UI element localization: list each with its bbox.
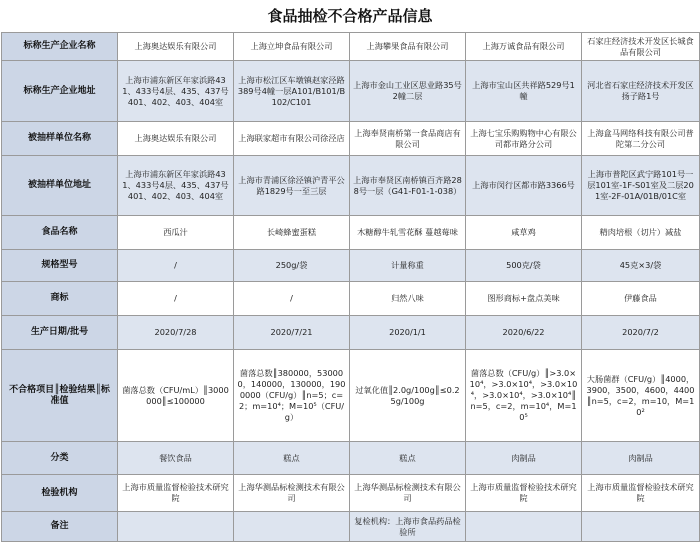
- table-cell: 菌落总数（CFU/g）║>3.0×10⁴，>3.0×10⁴，>3.0×10⁴，>3.0×10⁴，>3.0×10⁴║n=5，c=2，m=10⁴，M=10⁵: [466, 350, 582, 442]
- row-label: 检验机构: [2, 475, 118, 512]
- table-cell: 长崎蜂蜜蛋糕: [234, 216, 350, 250]
- table-cell: [582, 512, 700, 542]
- table-cell: 菌落总数（CFU/mL）║3000000║≤100000: [118, 350, 234, 442]
- table-cell: 上海市质量监督检验技术研究院: [466, 475, 582, 512]
- table-cell: 2020/7/21: [234, 316, 350, 350]
- table-cell: 2020/1/1: [350, 316, 466, 350]
- table-cell: 上海华测品标检测技术有限公司: [350, 475, 466, 512]
- table-cell: 糕点: [350, 442, 466, 475]
- table-cell: 计量称重: [350, 250, 466, 282]
- table-cell: 上海奥达娱乐有限公司: [118, 33, 234, 61]
- table-cell: 木糖醇牛轧雪花酥 蔓越莓味: [350, 216, 466, 250]
- table-cell: 上海奉贤南桥第一食品商店有限公司: [350, 122, 466, 156]
- table-cell: 西瓜汁: [118, 216, 234, 250]
- row-label: 不合格项目║检验结果║标准值: [2, 350, 118, 442]
- table-cell: 肉制品: [582, 442, 700, 475]
- table-cell: 上海市松江区车墩镇赵家泾路389号4幢一层A101/B101/B102/C101: [234, 61, 350, 122]
- row-sampled-unit: [2, 122, 700, 156]
- row-label: 被抽样单位地址: [2, 156, 118, 216]
- table-cell: 上海市闵行区都市路3366号: [466, 156, 582, 216]
- table-cell: 2020/7/2: [582, 316, 700, 350]
- table-cell: 45克×3/袋: [582, 250, 700, 282]
- table-cell: 咸草鸡: [466, 216, 582, 250]
- row-label: 标称生产企业名称: [2, 33, 118, 61]
- row-manufacturer-name: [2, 33, 700, 61]
- table-cell: 图形商标+盘点美味: [466, 282, 582, 316]
- table-cell: 上海市浦东新区年家浜路431、433号4层、435、437号401、402、403、404室: [118, 156, 234, 216]
- table-cell: 上海市青浦区徐泾镇沪青平公路1829号一至三层: [234, 156, 350, 216]
- table-cell: 上海立坤食品有限公司: [234, 33, 350, 61]
- table-cell: 2020/7/28: [118, 316, 234, 350]
- table-cell: 上海万诚食品有限公司: [466, 33, 582, 61]
- table-cell: /: [234, 282, 350, 316]
- row-label: 被抽样单位名称: [2, 122, 118, 156]
- table-cell: 过氧化值║2.0g/100g║≤0.25g/100g: [350, 350, 466, 442]
- row-category: [2, 442, 700, 475]
- row-brand: [2, 282, 700, 316]
- table-cell: 菌落总数║380000，530000，140000，130000，1900000（CFU/g）║n=5；c=2；m=10⁴；M=10⁵（CFU/g）: [234, 350, 350, 442]
- table-cell: 上海市浦东新区年家浜路431、433号4层、435、437号401、402、403、404室: [118, 61, 234, 122]
- row-label: 食品名称: [2, 216, 118, 250]
- table-cell: 上海市质量监督检验技术研究院: [582, 475, 700, 512]
- row-label: 标称生产企业地址: [2, 61, 118, 122]
- table-cell: 上海市金山工业区思业路35号2幢二层: [350, 61, 466, 122]
- row-label: 规格型号: [2, 250, 118, 282]
- table-cell: 250g/袋: [234, 250, 350, 282]
- page-title: 食品抽检不合格产品信息: [267, 7, 433, 25]
- table-cell: 餐饮食品: [118, 442, 234, 475]
- row-sampled-address: [2, 156, 700, 216]
- table-cell: /: [118, 250, 234, 282]
- table-cell: 上海盒马网络科技有限公司普陀第二分公司: [582, 122, 700, 156]
- row-manufacturer-address: [2, 61, 700, 122]
- table-cell: 石家庄经济技术开发区长城食品有限公司: [582, 33, 700, 61]
- table-cell: 归然八味: [350, 282, 466, 316]
- row-remark: [2, 512, 700, 542]
- table-cell: 2020/6/22: [466, 316, 582, 350]
- row-label: 分类: [2, 442, 118, 475]
- row-label: 商标: [2, 282, 118, 316]
- table-cell: 肉制品: [466, 442, 582, 475]
- table-cell: [118, 512, 234, 542]
- table-cell: 上海市宝山区共祥路529号1幢: [466, 61, 582, 122]
- table-cell: 伊藤食品: [582, 282, 700, 316]
- table-cell: 上海奥达娱乐有限公司: [118, 122, 234, 156]
- table-cell: /: [118, 282, 234, 316]
- row-label: 生产日期/批号: [2, 316, 118, 350]
- table-cell: 500克/袋: [466, 250, 582, 282]
- table-cell: 上海攀果食品有限公司: [350, 33, 466, 61]
- table-cell: 上海华测品标检测技术有限公司: [234, 475, 350, 512]
- table-cell: 复检机构：上海市食品药品检验所: [350, 512, 466, 542]
- table-cell: 精肉培根（切片）减盐: [582, 216, 700, 250]
- nonconforming-products-table: [1, 32, 700, 542]
- table-cell: 上海市质量监督检验技术研究院: [118, 475, 234, 512]
- row-production-date: [2, 316, 700, 350]
- table-cell: 河北省石家庄经济技术开发区扬子路1号: [582, 61, 700, 122]
- table-cell: 上海市普陀区武宁路101号一层101室-1F-S01室及二层201室-2F-01A/01B/01C室: [582, 156, 700, 216]
- table-cell: 上海联家超市有限公司徐泾店: [234, 122, 350, 156]
- table-cell: [466, 512, 582, 542]
- row-inspector: [2, 475, 700, 512]
- table-cell: 糕点: [234, 442, 350, 475]
- row-food-name: [2, 216, 700, 250]
- table-cell: 大肠菌群（CFU/g）║4000，3900，3500，4600，4400║n=5，c=2，m=10，M=10²: [582, 350, 700, 442]
- table-cell: [234, 512, 350, 542]
- row-label: 备注: [2, 512, 118, 542]
- row-spec: [2, 250, 700, 282]
- row-nonconformity: [2, 350, 700, 442]
- table-cell: 上海七宝乐购购物中心有限公司都市路分公司: [466, 122, 582, 156]
- table-cell: 上海市奉贤区南桥镇百齐路288号一层（G41-F01-1-038）: [350, 156, 466, 216]
